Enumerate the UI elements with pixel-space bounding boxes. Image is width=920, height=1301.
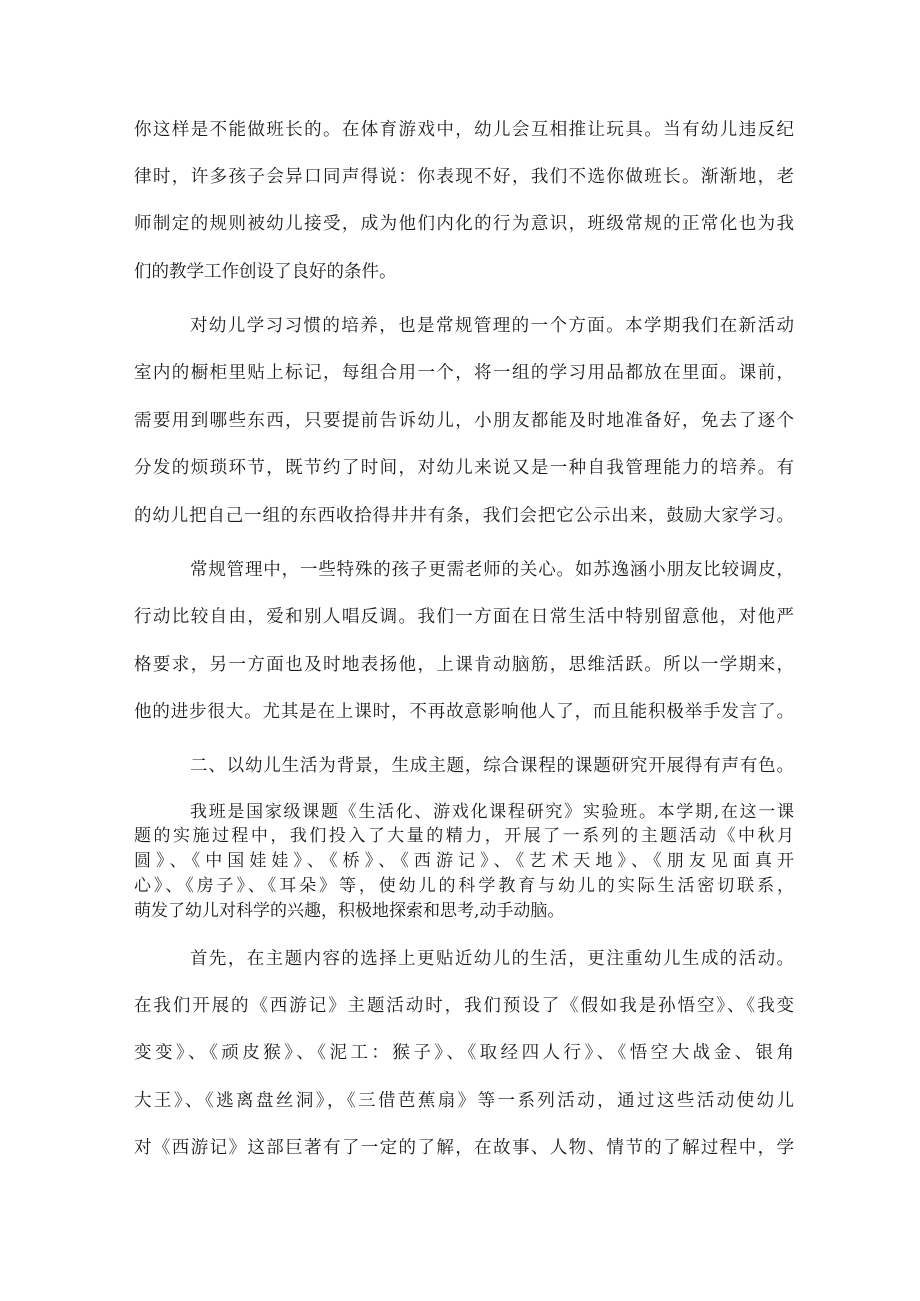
text-line: 们的教学工作创设了良好的条件。 xyxy=(134,262,397,282)
text-line: 律时，许多孩子会异口同声得说：你表现不好，我们不选你做班长。渐渐地，老 xyxy=(134,167,794,187)
text-line: 你这样是不能做班长的。在体育游戏中，幼儿会互相推让玩具。当有幼儿违反纪 xyxy=(134,120,794,140)
text-line: 大王》、《逃离盘丝洞》，《三借芭蕉扇》等一系列活动，通过这些活动使幼儿 xyxy=(134,1091,794,1111)
text-line: 萌发了幼儿对科学的兴趣，积极地探索和思考,动手动脑。 xyxy=(134,901,565,921)
text-line: 首先，在主题内容的选择上更贴近幼儿的生活，更注重幼儿生成的活动。 xyxy=(190,949,794,969)
text-line: 对《西游记》这部巨著有了一定的了解，在故事、人物、情节的了解过程中，学 xyxy=(134,1138,794,1158)
text-line: 题的实施过程中，我们投入了大量的精力，开展了一系列的主题活动《中秋月 xyxy=(134,826,794,846)
text-line: 心》、《房子》、《耳朵》等，使幼儿的科学教育与幼儿的实际生活密切联系， xyxy=(134,876,794,896)
text-line: 我班是国家级课题《生活化、游戏化课程研究》实验班。本学期,在这一课 xyxy=(190,802,794,822)
text-line: 师制定的规则被幼儿接受，成为他们内化的行为意识，班级常规的正常化也为我 xyxy=(134,214,794,234)
text-line: 常规管理中，一些特殊的孩子更需老师的关心。如苏逸涵小朋友比较调皮， xyxy=(190,560,794,580)
text-line: 对幼儿学习习惯的培养，也是常规管理的一个方面。本学期我们在新活动 xyxy=(190,316,794,336)
text-line: 行动比较自由，爱和别人唱反调。我们一方面在日常生活中特别留意他，对他严 xyxy=(134,607,794,627)
text-line: 在我们开展的《西游记》主题活动时，我们预设了《假如我是孙悟空》、《我变 xyxy=(134,996,794,1016)
text-line: 需要用到哪些东西，只要提前告诉幼儿，小朋友都能及时地准备好，免去了逐个 xyxy=(134,411,794,431)
text-line: 变变》、《顽皮猴》、《泥工：猴子》、《取经四人行》、《悟空大战金、银角 xyxy=(134,1043,794,1063)
text-line: 格要求，另一方面也及时地表扬他，上课肯动脑筋，思维活跃。所以一学期来， xyxy=(134,655,794,675)
text-line: 室内的橱柜里贴上标记，每组合用一个，将一组的学习用品都放在里面。课前， xyxy=(134,363,794,383)
text-line: 二、以幼儿生活为背景，生成主题，综合课程的课题研究开展得有声有色。 xyxy=(190,756,794,776)
text-line: 圆》、《中国娃娃》、《桥》、《西游记》、《艺术天地》、《朋友见面真开 xyxy=(134,851,794,871)
text-line: 的幼儿把自己一组的东西收拾得井井有条，我们会把它公示出来，鼓励大家学习。 xyxy=(134,506,794,526)
text-line: 分发的烦琐环节，既节约了时间，对幼儿来说又是一种自我管理能力的培养。有 xyxy=(134,458,794,478)
text-line: 他的进步很大。尤其是在上课时，不再故意影响他人了，而且能积极举手发言了。 xyxy=(134,702,794,722)
